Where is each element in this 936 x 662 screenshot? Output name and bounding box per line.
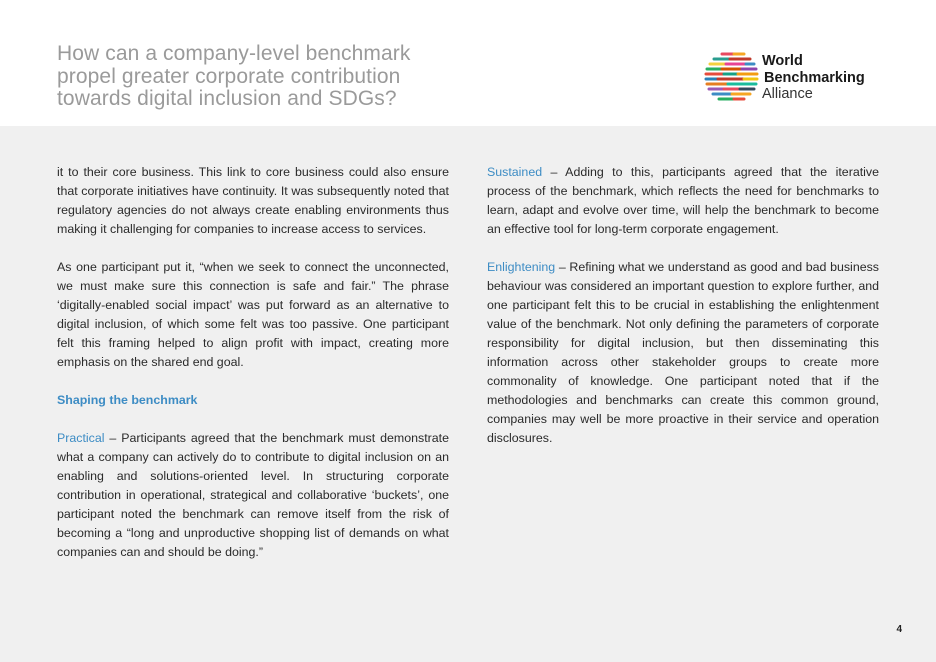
globe-stripes-icon	[704, 50, 760, 106]
wba-logo	[704, 50, 894, 110]
logo-line-world: World	[762, 53, 803, 69]
sustained-text: – Adding to this, participants agreed that the iterative process of the benchmark, which reflects the need for benchmarks to learn, adapt and evolve over time, will help the benchmark to become an effective tool for long-term corporate engagement.	[487, 165, 879, 236]
paragraph-practical	[57, 429, 449, 562]
right-column	[487, 163, 879, 467]
logo-line-alliance: Alliance	[762, 86, 813, 102]
logo-line-benchmarking: Benchmarking	[764, 69, 865, 86]
practical-text: – Participants agreed that the benchmark must demonstrate what a company can actively do to contribute to digital inclusion on an enabling and solutions-oriented level. In structuring corporate contribution in operational, strategical and collaborative ‘buckets’, one participant noted the benchmark can remove itself from the risk of becoming a “long and unproductive shopping list of demands on what companies can and should be doing.”	[57, 431, 449, 559]
title-line: towards digital inclusion and SDGs?	[57, 87, 397, 110]
paragraph: it to their core business. This link to core business could also ensure that corporate initiatives have continuity. It was subsequently noted that regulatory agencies do not always create enabling environments thus making it challenging for companies to increase access to services.	[57, 165, 449, 236]
left-column	[57, 163, 449, 562]
paragraph-enlightening	[487, 258, 879, 448]
section-heading: Shaping the benchmark	[57, 393, 198, 407]
sustained-label: Sustained	[487, 165, 543, 179]
title-line: How can a company-level benchmark	[57, 42, 411, 65]
paragraph: As one participant put it, “when we seek to connect the unconnected, we must make sure this connection is safe and fair.” The phrase ‘digitally-enabled social impact’ was put forward as an alternative to digital inclusion, of which some felt was too passive. One participant felt this framing helped to align profit with impact, creating more emphasis on the shared end goal.	[57, 260, 449, 369]
title-line: propel greater corporate contribution	[57, 64, 401, 88]
logo-wordmark	[762, 53, 865, 103]
practical-label: Practical	[57, 431, 105, 445]
page-number: 4	[896, 624, 902, 635]
enlightening-label: Enlightening	[487, 260, 556, 274]
page-title	[57, 43, 477, 111]
enlightening-text: – Refining what we understand as good and bad business behaviour was considered an important question to explore further, and one participant felt this to be crucial in establishing the enlightenment value of the benchmark. Not only defining the parameters of corporate responsibility for digital inclusion, but then disseminating this information across other stakeholder groups to create more commonality of knowledge. One participant noted that if the methodologies and benchmarks can create this common ground, companies may well be more proactive in their service and operation disclosures.	[487, 260, 879, 445]
page-header	[0, 0, 936, 126]
paragraph-sustained	[487, 163, 879, 239]
